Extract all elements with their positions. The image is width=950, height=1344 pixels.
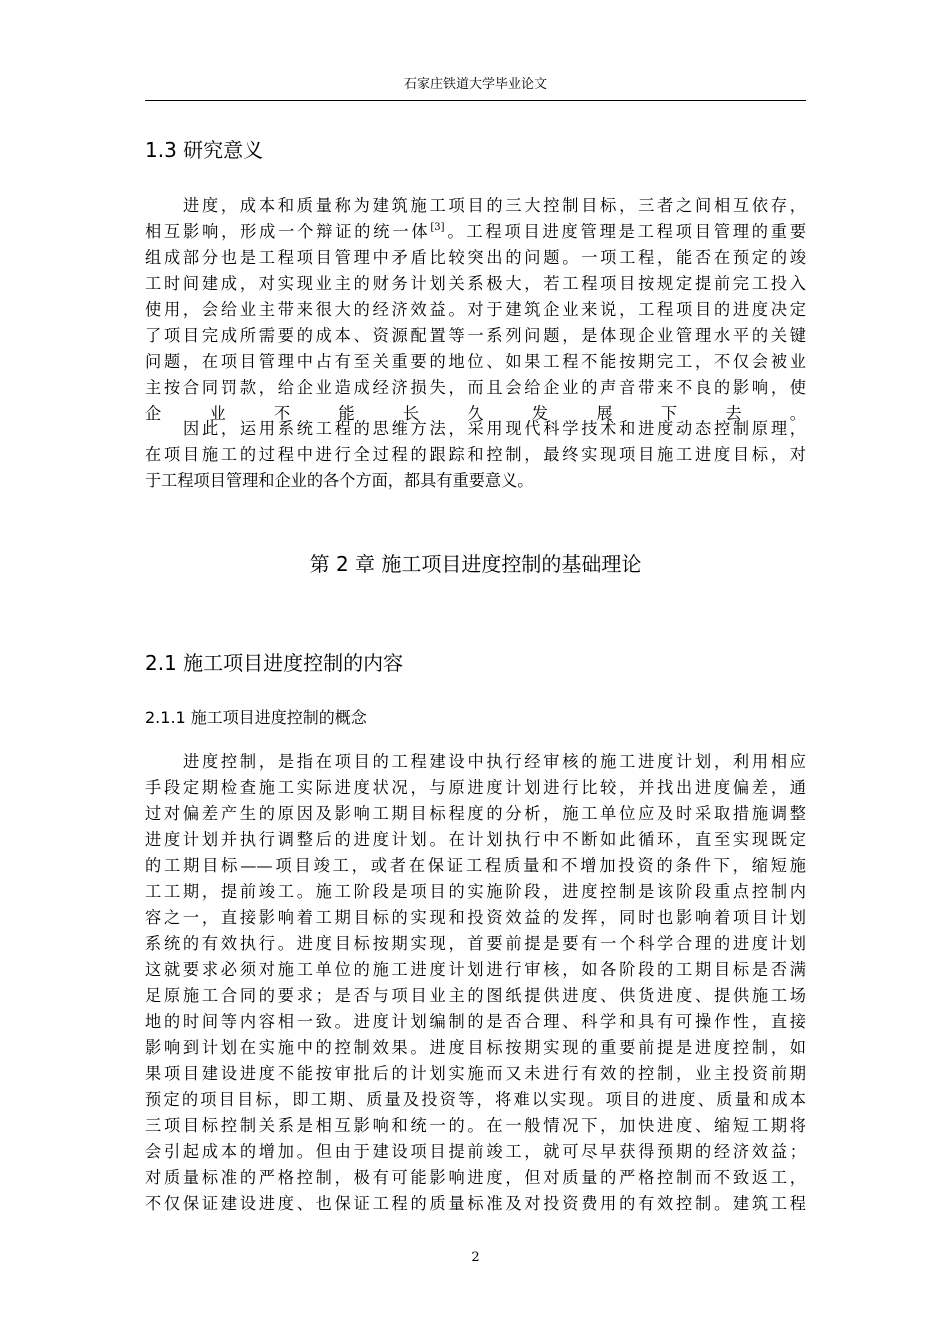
page-number: 2 [471, 1250, 480, 1265]
text-line: 进度，成本和质量称为建筑施工项目的三大控制目标，三者之间相互依存， [183, 196, 806, 215]
text-line: 使用，会给业主带来很大的经济效益。对于建筑企业来说，工程项目的进度决定 [145, 300, 806, 319]
text-line: 三项目标控制关系是相互影响和统一的。在一般情况下，加快进度、缩短工期将 [145, 1116, 806, 1135]
text-line: 在项目施工的过程中进行全过程的跟踪和控制，最终实现项目施工进度目标，对 [145, 445, 806, 464]
citation-marker: [3] [430, 222, 445, 233]
text-line: 果项目建设进度不能按审批后的计划实施而又未进行有效的控制，业主投资前期 [145, 1064, 806, 1083]
text-line: 因此，运用系统工程的思维方法，采用现代科学技术和进度动态控制原理， [183, 419, 806, 438]
text-line: 影响到计划在实施中的控制效果。进度目标按期实现的重要前提是进度控制，如 [145, 1038, 806, 1057]
text-line: 过对偏差产生的原因及影响工期目标程度的分析，施工单位应及时采取措施调整 [145, 804, 806, 823]
running-header: 石家庄铁道大学毕业论文 [403, 77, 547, 92]
text-line: 问题，在项目管理中占有至关重要的地位、如果工程不能按期完工，不仅会被业 [145, 352, 806, 371]
text-line: 足原施工合同的要求；是否与项目业主的图纸提供进度、供货进度、提供施工场 [145, 986, 806, 1005]
text-line: 不仅保证建设进度、也保证工程的质量标准及对投资费用的有效控制。建筑工程 [145, 1194, 806, 1213]
text-line: 手段定期检查施工实际进度状况，与原进度计划进行比较，并找出进度偏差，通 [145, 778, 806, 797]
chapter-heading-2: 第 2 章 施工项目进度控制的基础理论 [309, 552, 642, 576]
text-line: 进度计划并执行调整后的进度计划。在计划执行中不断如此循环，直至实现既定 [145, 830, 806, 849]
text-line: 系统的有效执行。进度目标按期实现，首要前提是要有一个科学合理的进度计划 [145, 934, 806, 953]
text-line: 工时间建成，对实现业主的财务计划关系极大，若工程项目按规定提前完工投入 [145, 274, 806, 293]
text-line: 主按合同罚款，给企业造成经济损失，而且会给企业的声音带来不良的影响，使 [145, 378, 806, 397]
section-heading-1-3: 1.3 研究意义 [145, 138, 264, 162]
text-line: 会引起成本的增加。但由于建设项目提前竣工，就可尽早获得预期的经济效益； [145, 1142, 806, 1161]
paragraph-1-3-a [145, 193, 806, 453]
text-line: 这就要求必须对施工单位的施工进度计划进行审核，如各阶段的工期目标是否满 [145, 960, 806, 979]
text-line: 预定的项目目标，即工期、质量及投资等，将难以实现。项目的进度、质量和成本 [145, 1090, 806, 1109]
paragraph-1-3-b [145, 416, 806, 494]
text-line: 进度控制，是指在项目的工程建设中执行经审核的施工进度计划，利用相应 [183, 752, 806, 771]
text-line: 对质量标准的严格控制，极有可能影响进度，但对质量的严格控制而不致返工， [145, 1168, 806, 1187]
paragraph-2-1-1 [145, 749, 806, 1217]
text-line: 企业不能长久发展下去。 [145, 404, 806, 423]
text-line: 相互影响，形成一个辩证的统一体[3]。工程项目进度管理是工程项目管理的重要 [145, 222, 806, 241]
text-line: 容之一，直接影响着工期目标的实现和投资效益的发挥，同时也影响着项目计划 [145, 908, 806, 927]
section-heading-2-1: 2.1 施工项目进度控制的内容 [145, 651, 404, 675]
text-line: 的工期目标——项目竣工，或者在保证工程质量和不增加投资的条件下，缩短施 [145, 856, 806, 875]
text-line: 了项目完成所需要的成本、资源配置等一系列问题，是体现企业管理水平的关键 [145, 326, 806, 345]
text-line: 组成部分也是工程项目管理中矛盾比较突出的问题。一项工程，能否在预定的竣 [145, 248, 806, 267]
text-line: 工工期，提前竣工。施工阶段是项目的实施阶段，进度控制是该阶段重点控制内 [145, 882, 806, 901]
text-line: 于工程项目管理和企业的各个方面，都具有重要意义。 [145, 471, 534, 490]
header-divider [145, 100, 806, 101]
subsection-heading-2-1-1: 2.1.1 施工项目进度控制的概念 [145, 708, 367, 727]
text-line: 地的时间等内容相一致。进度计划编制的是否合理、科学和具有可操作性，直接 [145, 1012, 806, 1031]
